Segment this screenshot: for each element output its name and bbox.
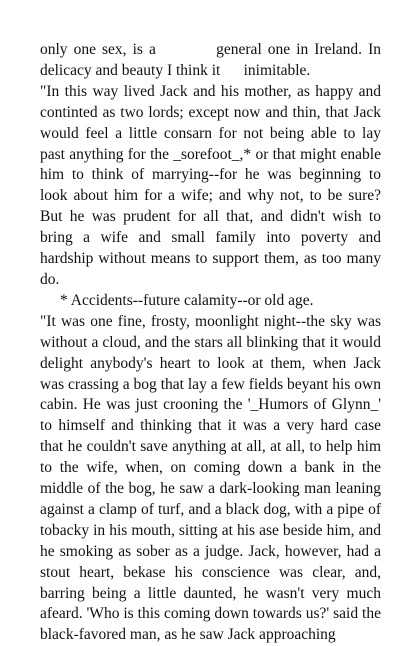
paragraph-continuation: only one sex, is a general one in Ireland. In delicacy and beauty I think it inimitable. bbox=[40, 41, 385, 79]
footnote-sorefoot: * Accidents--future calamity--or old age. bbox=[60, 291, 314, 309]
document-page bbox=[40, 40, 385, 646]
paragraph-moonlight-night: "It was one fine, frosty, moonlight night--the sky was without a cloud, and the stars all blinking that it would delight anybody's heart to look at them, when Jack was crassing a bog that lay a few fields beyant his own cabin. He was just crooning the '_Humors of Glynn_' to himself and thinking that it was a very hard case that he couldn't save anything at all, at all, to help him to the wife, when, on coming down a bank in the middle of the bog, he saw a dark-looking man leaning against a clamp of turf, and a black dog, with a pipe of tobacky in his mouth, sitting at his ase beside him, and he smoking as sober as a judge. Jack, however, had a stout heart, bekase his conscience was clear, and, barring being a little daunted, he wasn't very much afeard. 'Who is this coming down towards us?' said the black-favored man, as he saw Jack approaching bbox=[40, 312, 381, 644]
paragraph-jack-and-mother: "In this way lived Jack and his mother, as happy and continted as two lords; except now and thin, that Jack would feel a little consarn for not being able to lay past anything for the _sorefoot_,* or that might enable him to think of marrying--for he was beginning to look about him for a wife; and why not, to be sure? But he was prudent for all that, and didn't wish to bring a wife and small family into poverty and hardship without means to support them, as too many do. bbox=[40, 82, 381, 288]
